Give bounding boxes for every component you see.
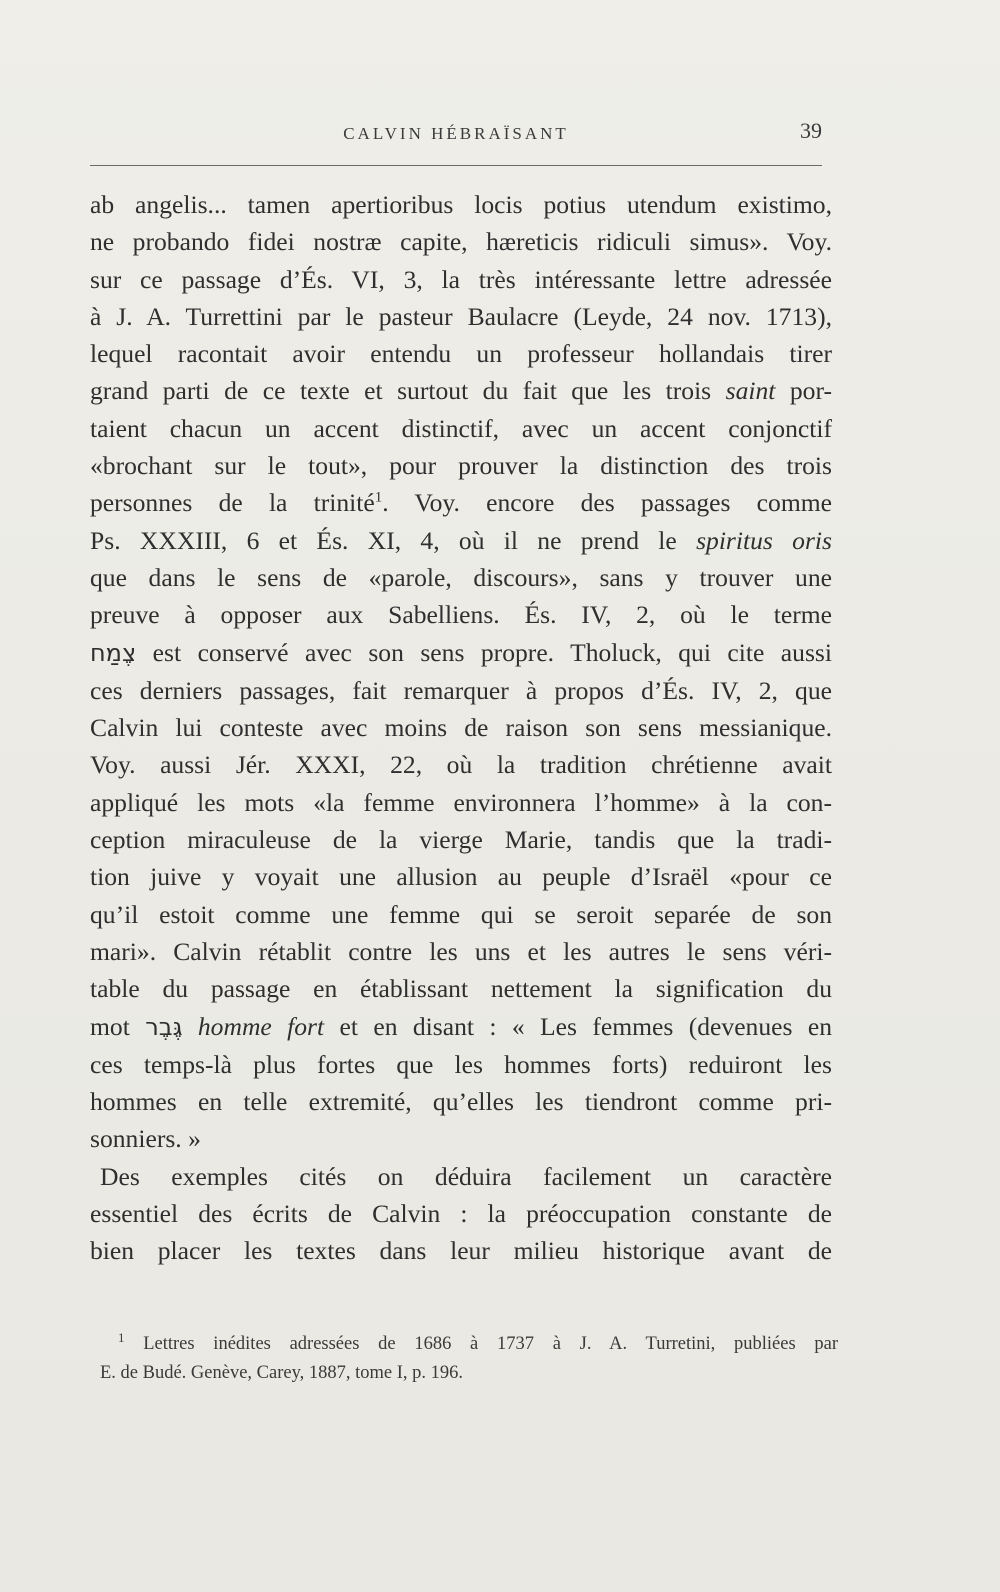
text-line: hommes en telle extremité, qu’elles les tiendront comme pri- xyxy=(90,1087,832,1117)
text-line: mari». Calvin rétablit contre les uns et les autres le sens véri- xyxy=(90,936,832,966)
text-line: ne probando fidei nostræ capite, hæreticis ridiculi simus». Voy. xyxy=(90,227,832,257)
footnotes xyxy=(100,1330,838,1388)
text-line: tion juive y voyait une allusion au peuple d’Israël «pour ce xyxy=(90,862,832,892)
text-segment: personnes de la trinité xyxy=(90,488,375,518)
text-line: ces temps-là plus fortes que les hommes forts) reduiront les xyxy=(90,1049,832,1079)
text-line xyxy=(90,372,832,409)
text-segment: Ps. XXXIII, 6 et És. XI, 4, où il ne prend le xyxy=(90,525,697,555)
text-line: qu’il estoit comme une femme qui se seroit separée de son xyxy=(90,899,832,929)
hebrew-word-gever: גֶּבֶר xyxy=(145,1012,183,1041)
text-line: preuve à opposer aux Sabelliens. És. IV, 2, où le terme xyxy=(90,600,832,630)
text-segment: . Voy. encore des passages comme xyxy=(382,488,833,518)
running-head xyxy=(90,118,822,152)
text-line xyxy=(90,634,832,672)
text-segment: grand parti de ce texte et surtout du fait que les trois xyxy=(90,376,726,406)
text-segment: mot xyxy=(90,1011,146,1041)
text-line: bien placer les textes dans leur milieu historique avant de xyxy=(90,1236,832,1266)
footnote-line xyxy=(100,1330,838,1359)
text-line xyxy=(90,522,832,559)
running-title: CALVIN HÉBRAÏSANT xyxy=(343,124,569,143)
text-line: appliqué les mots «la femme environnera l’homme» à la con- xyxy=(90,787,832,817)
paragraph-first-line: Des exemples cités on déduira facilement un caractère xyxy=(100,1161,832,1191)
text-line xyxy=(90,1008,832,1046)
footnote-text: Lettres inédites adressées de 1686 à 1737 à J. A. Turretini, publiées par xyxy=(124,1334,838,1354)
text-line: table du passage en établissant nettement la signification du xyxy=(90,974,832,1004)
footnote-number: 1 xyxy=(118,1329,125,1345)
text-line: sur ce passage d’És. VI, 3, la très intéressante lettre adressée xyxy=(90,264,832,294)
header-rule xyxy=(90,165,822,166)
page-number: 39 xyxy=(800,118,822,143)
text-line xyxy=(90,484,832,521)
text-line: que dans le sens de «parole, discours», sans y trouver une xyxy=(90,562,832,592)
italic-term-spiritus-oris: spiritus oris xyxy=(696,525,832,555)
text-line: taient chacun un accent distinctif, avec un accent conjonctif xyxy=(90,413,832,443)
text-segment: por- xyxy=(775,376,833,406)
text-line: essentiel des écrits de Calvin : la préoccupation constante de xyxy=(90,1199,832,1229)
text-line: Calvin lui conteste avec moins de raison son sens messianique. xyxy=(90,713,832,743)
italic-term-saint: saint xyxy=(725,376,776,406)
text-line: lequel racontait avoir entendu un professeur hollandais tirer xyxy=(90,339,832,369)
footnote-reference: 1 xyxy=(374,489,383,506)
hebrew-word-tsemah: צֶמַח xyxy=(90,638,137,667)
text-line: ces derniers passages, fait remarquer à propos d’És. IV, 2, que xyxy=(90,675,832,705)
footnote-line: E. de Budé. Genève, Carey, 1887, tome I, p. 196. xyxy=(100,1363,464,1383)
text-segment: et en disant : « Les femmes (devenues en xyxy=(324,1011,832,1041)
text-segment: est conservé avec son sens propre. Tholuck, qui cite aussi xyxy=(136,637,832,667)
text-line: ab angelis... tamen apertioribus locis potius utendum existimo, xyxy=(90,190,832,219)
text-line: Voy. aussi Jér. XXXI, 22, où la tradition chrétienne avait xyxy=(90,750,832,780)
italic-term-homme-fort: homme fort xyxy=(182,1011,325,1041)
text-line: ception miraculeuse de la vierge Marie, tandis que la tradi- xyxy=(90,825,832,855)
text-line: à J. A. Turrettini par le pasteur Baulacre (Leyde, 24 nov. 1713), xyxy=(90,301,832,331)
text-line: sonniers. » xyxy=(90,1124,201,1154)
text-line: «brochant sur le tout», pour prouver la distinction des trois xyxy=(90,451,832,481)
body-text xyxy=(90,186,832,1270)
